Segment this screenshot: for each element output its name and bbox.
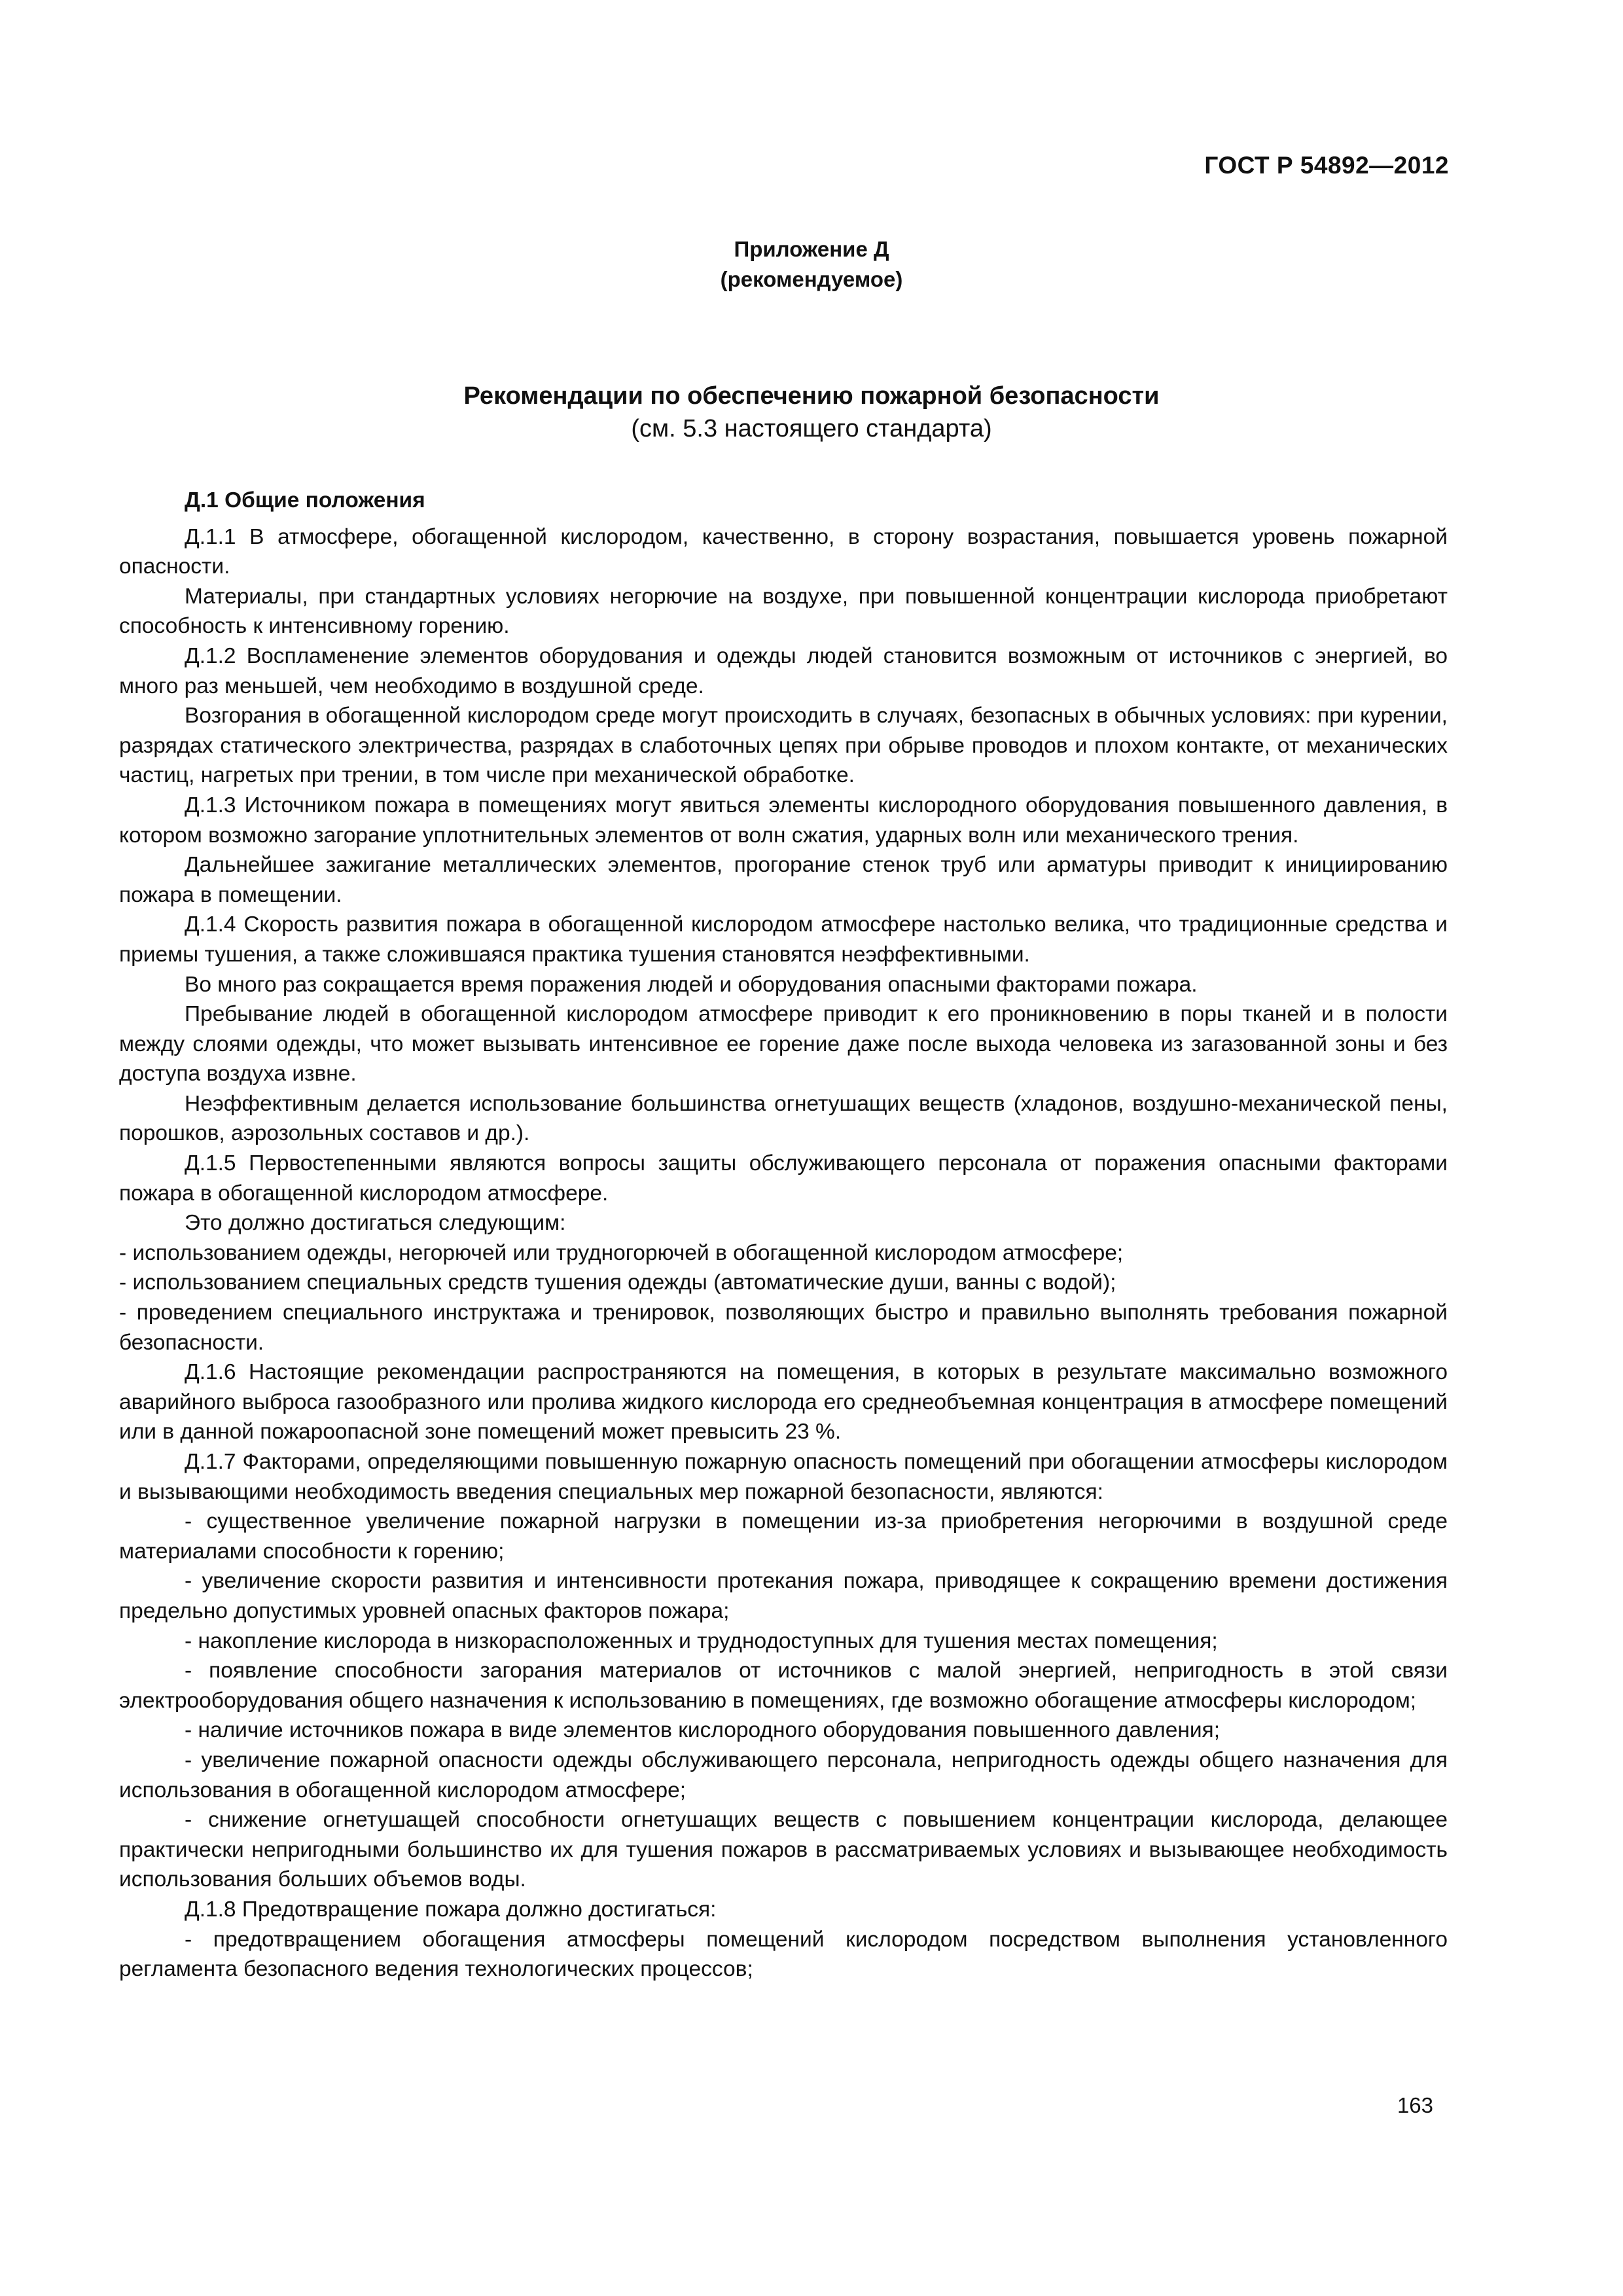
paragraph: Неэффективным делается использование большинства огнетушащих веществ (хладонов, воздушно-механической пены, порошков, аэрозольных составов и др.). — [119, 1091, 1448, 1146]
list-item: - предотвращением обогащения атмосферы помещений кислородом посредством выполнения установленного регламента безопасного ведения технологических процессов; — [119, 1927, 1448, 1982]
document-title: Рекомендации по обеспечению пожарной безопасности — [463, 382, 1160, 410]
list-item: - использованием одежды, негорючей или трудногорючей в обогащенной кислородом атмосфере; — [119, 1240, 1124, 1265]
paragraph: Д.1.4 Скорость развития пожара в обогащенной кислородом атмосфере настолько велика, что традиционные средства и приемы тушения, а также сложившаяся практика тушения становятся неэффективными. — [119, 912, 1448, 967]
annex-heading — [0, 234, 1623, 295]
paragraph: Пребывание людей в обогащенной кислородом атмосфере приводит к его проникновению в поры тканей и в полости между слоями одежды, что может вызывать интенсивное ее горение даже после выхода человека из загазованной зоны и без доступа воздуха извне. — [119, 1002, 1448, 1086]
paragraph: Д.1.1 В атмосфере, обогащенной кислородом, качественно, в сторону возрастания, повышается уровень пожарной опасности. — [119, 524, 1448, 579]
section-title: Д.1 Общие положения — [185, 488, 425, 512]
list-item: - наличие источников пожара в виде элементов кислородного оборудования повышенного давления; — [185, 1718, 1221, 1743]
annex-title: Приложение Д — [734, 237, 889, 261]
paragraph: Это должно достигаться следующим: — [185, 1211, 566, 1236]
document-heading — [0, 380, 1623, 445]
paragraph: Во много раз сокращается время поражения людей и оборудования опасными факторами пожара. — [185, 972, 1198, 997]
paragraph: Д.1.5 Первостепенными являются вопросы защиты обслуживающего персонала от поражения опасными факторами пожара в обогащенной кислородом атмосфере. — [119, 1151, 1448, 1206]
standard-designation: ГОСТ Р 54892—2012 — [1204, 152, 1449, 179]
list-item: - существенное увеличение пожарной нагрузки в помещении из-за приобретения негорючими в воздушной среде материалами способности к горению; — [119, 1509, 1448, 1564]
paragraph: Материалы, при стандартных условиях негорючие на воздухе, при повышенной концентрации кислорода приобретают способность к интенсивному горению. — [119, 584, 1448, 639]
paragraph: Д.1.7 Факторами, определяющими повышенную пожарную опасность помещений при обогащении атмосферы кислородом и вызывающими необходимость введения специальных мер пожарной безопасности, являются: — [119, 1450, 1448, 1504]
paragraph: Д.1.3 Источником пожара в помещениях могут явиться элементы кислородного оборудования повышенного давления, в котором возможно загорание уплотнительных элементов от волн сжатия, ударных волн или механического трения. — [119, 793, 1448, 848]
list-item: - увеличение пожарной опасности одежды обслуживающего персонала, непригодность одежды общего назначения для использования в обогащенной кислородом атмосфере; — [119, 1748, 1448, 1803]
paragraph: Д.1.2 Воспламенение элементов оборудования и одежды людей становится возможным от источников с энергией, во много раз меньшей, чем необходимо в воздушной среде. — [119, 643, 1448, 698]
list-item: - появление способности загорания материалов от источников с малой энергией, непригодность в этой связи электрооборудования общего назначения к использованию в помещениях, где возможно обогащение атмосферы кислородом; — [119, 1659, 1448, 1713]
document-body — [119, 486, 1448, 1984]
list-item: - проведением специального инструктажа и тренировок, позволяющих быстро и правильно выполнять требования пожарной безопасности. — [119, 1300, 1448, 1355]
annex-status: (рекомендуемое) — [720, 267, 903, 291]
page-number: 163 — [1397, 2093, 1433, 2117]
list-item: - увеличение скорости развития и интенсивности протекания пожара, приводящее к сокращению времени достижения предельно допустимых уровней опасных факторов пожара; — [119, 1569, 1448, 1623]
document-subtitle: (см. 5.3 настоящего стандарта) — [631, 415, 992, 442]
paragraph: Дальнейшее зажигание металлических элементов, прогорание стенок труб или арматуры приводит к инициированию пожара в помещении. — [119, 853, 1448, 907]
paragraph: Д.1.6 Настоящие рекомендации распространяются на помещения, в которых в результате максимально возможного аварийного выброса газообразного или пролива жидкого кислорода его среднеобъемная концентрация в атмосфере помещений или в данной пожароопасной зоне помещений может превысить 23 %. — [119, 1360, 1448, 1444]
paragraph: Возгорания в обогащенной кислородом среде могут происходить в случаях, безопасных в обычных условиях: при курении, разрядах статического электричества, разрядах в слаботочных цепях при обрыве проводов и плохом контакте, от механических частиц, нагретых при трении, в том числе при механической обработке. — [119, 704, 1448, 788]
list-item: - использованием специальных средств тушения одежды (автоматические души, ванны с водой); — [119, 1270, 1116, 1295]
list-item: - накопление кислорода в низкорасположенных и труднодоступных для тушения местах помещения; — [185, 1628, 1218, 1653]
paragraph: Д.1.8 Предотвращение пожара должно достигаться: — [185, 1897, 717, 1922]
list-item: - снижение огнетушащей способности огнетушащих веществ с повышением концентрации кислорода, делающее практически непригодными большинство их для тушения пожаров в рассматриваемых условиях и вызывающее необходимость использования больших объемов воды. — [119, 1808, 1448, 1892]
